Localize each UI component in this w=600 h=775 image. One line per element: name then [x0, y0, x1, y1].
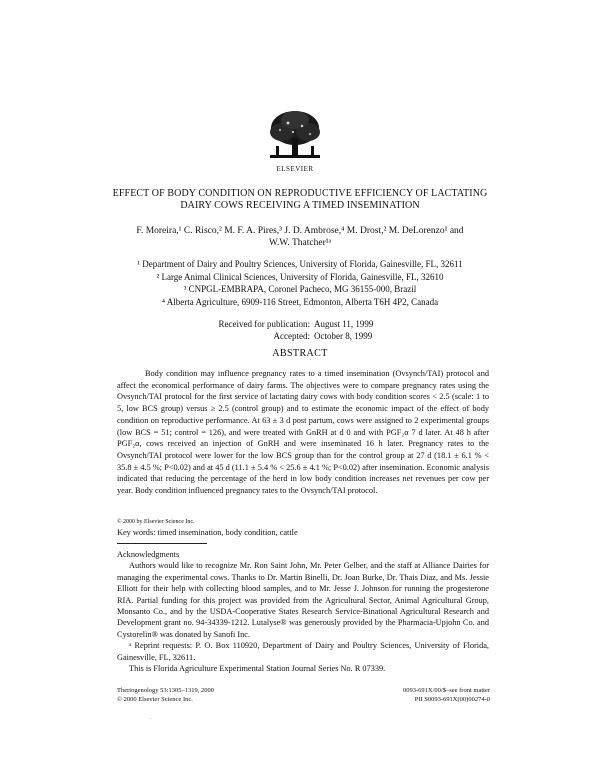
journal-citation: [117, 687, 214, 704]
accepted-row: [180, 330, 440, 342]
reprint-note: ᵃ Reprint requests: P. O. Box 110920, Department of Dairy and Poultry Sciences, University of Florida, Gainesville, FL, 32611.: [117, 641, 489, 662]
acknowledgments-paragraph: Authors would like to recognize Mr. Ron Saint John, Mr. Peter Gelber, and the staff at Alliance Dairies for managing the experimental cows. Thanks to Dr. Martin Binelli, Dr. Joan Burke, Dr. Thais Diaz, and Ms. Jessie Elliott for their help with collecting blood samples, and to Mr. Jesse J. Johnson for running the progesterone RIA. Partial funding for this project was provided from the Agricultural Sector, Animal Agricultural Group, Monsanto Co., and by the USDA-Cooperative States Research Service-Binational Agricultural Research and Development grant no. 94-34339-1212. Lutalyse® was generously provided by the Pharmacia-Upjohn Co. and Cystorelin® was donated by Sanofi Inc.: [117, 561, 489, 639]
affiliation-item: ³ CNPGL-EMBRAPA, Coronel Pacheco, MG 36155-000, Brazil: [183, 284, 417, 294]
pii-line: PII S0093-691X(00)00274-0: [414, 695, 490, 703]
accepted-date: October 8, 1999: [314, 331, 373, 341]
elsevier-tree-logo-icon: [262, 108, 328, 164]
issn-info: [378, 687, 490, 704]
journal-copyright: © 2000 Elsevier Science Inc.: [117, 695, 193, 703]
acknowledgments: [117, 549, 489, 674]
author-list: [85, 225, 515, 249]
authors-line: W.W. Thatcher¹ᵃ: [268, 238, 332, 248]
abstract-paragraph: Body condition may influence pregnancy rates to a timed insemination (Ovsynch/TAI) protocol and affect the economical performance of dairy farms. The objectives were to compare pregnancy rates using the Ovsynch/TAI protocol for the first service of lactating dairy cows with body condition scores < 2.5 (scale: 1 to 5, low BCS group) versus ≥ 2.5 (control group) and to estimate the economic impact of the effect of body condition on reproductive performance. At 63 ± 3 d post partum, cows were assigned to 2 experimental groups (low BCS = 51; control = 126), and were treated with GnRH at d 0 and with PGF₂α 7 d later. At 48 h after PGF₂α, cows received an injection of GnRH and were inseminated 16 h later. Pregnancy rates to the Ovsynch/TAI protocol were lower for the low BCS group than for the control group at 27 d (18.1 ± 6.1 % < 35.8 ± 4.5 %; P<0.02) and at 45 d (11.1 ± 5.4 % < 25.6 ± 4.1 %; P<0.02) after insemination. Economic analysis indicated that reducing the percentage of the herd in low body condition increases net revenues per cow per year. Body condition influenced pregnancy rates to the Ovsynch/TAI protocol.: [117, 369, 489, 496]
received-row: [180, 318, 440, 330]
abstract-body: [117, 368, 489, 497]
affiliation-item: ⁴ Alberta Agriculture, 6909-116 Street, Edmonton, Alberta T6H 4P2, Canada: [161, 296, 439, 307]
journal-line: Theriogenology 53:1305–1319, 2000: [117, 687, 214, 694]
publication-dates: [180, 318, 440, 342]
stray-mark: .: [150, 715, 152, 721]
accepted-label: Accepted:: [273, 331, 310, 341]
affiliation-item: ² Large Animal Clinical Sciences, University of Florida, Gainesville, FL, 32610: [156, 271, 444, 282]
affiliations: [110, 258, 490, 308]
abstract-heading: ABSTRACT: [272, 348, 328, 359]
footnote-divider: [117, 543, 207, 544]
keywords: Key words: timed insemination, body condition, cattle: [117, 528, 298, 537]
title-line: EFFECT OF BODY CONDITION ON REPRODUCTIVE EFFICIENCY OF LACTATING: [112, 188, 488, 199]
acknowledgments-heading: Acknowledgments: [117, 550, 180, 559]
title-line: DAIRY COWS RECEIVING A TIMED INSEMINATION: [180, 200, 420, 211]
received-label: Received for publication:: [218, 319, 310, 329]
received-date: August 11, 1999: [314, 319, 374, 329]
publisher-name: ELSEVIER: [276, 165, 314, 173]
article-title: [95, 188, 505, 212]
issn-line: 0093-691X/00/$–see front matter: [402, 687, 490, 694]
journal-series-note: This is Florida Agriculture Experimental Station Journal Series No. R 07339.: [129, 664, 386, 674]
affiliation-item: ¹ Department of Dairy and Poultry Sciences, University of Florida, Gainesville, FL, 32611: [137, 259, 463, 269]
copyright-notice: © 2000 by Elsevier Science Inc.: [117, 519, 195, 525]
authors-line: F. Moreira,¹ C. Risco,² M. F. A. Pires,³ J. D. Ambrose,⁴ M. Drost,² M. DeLorenzo¹ and: [136, 226, 464, 236]
publisher-logo: [262, 108, 328, 173]
